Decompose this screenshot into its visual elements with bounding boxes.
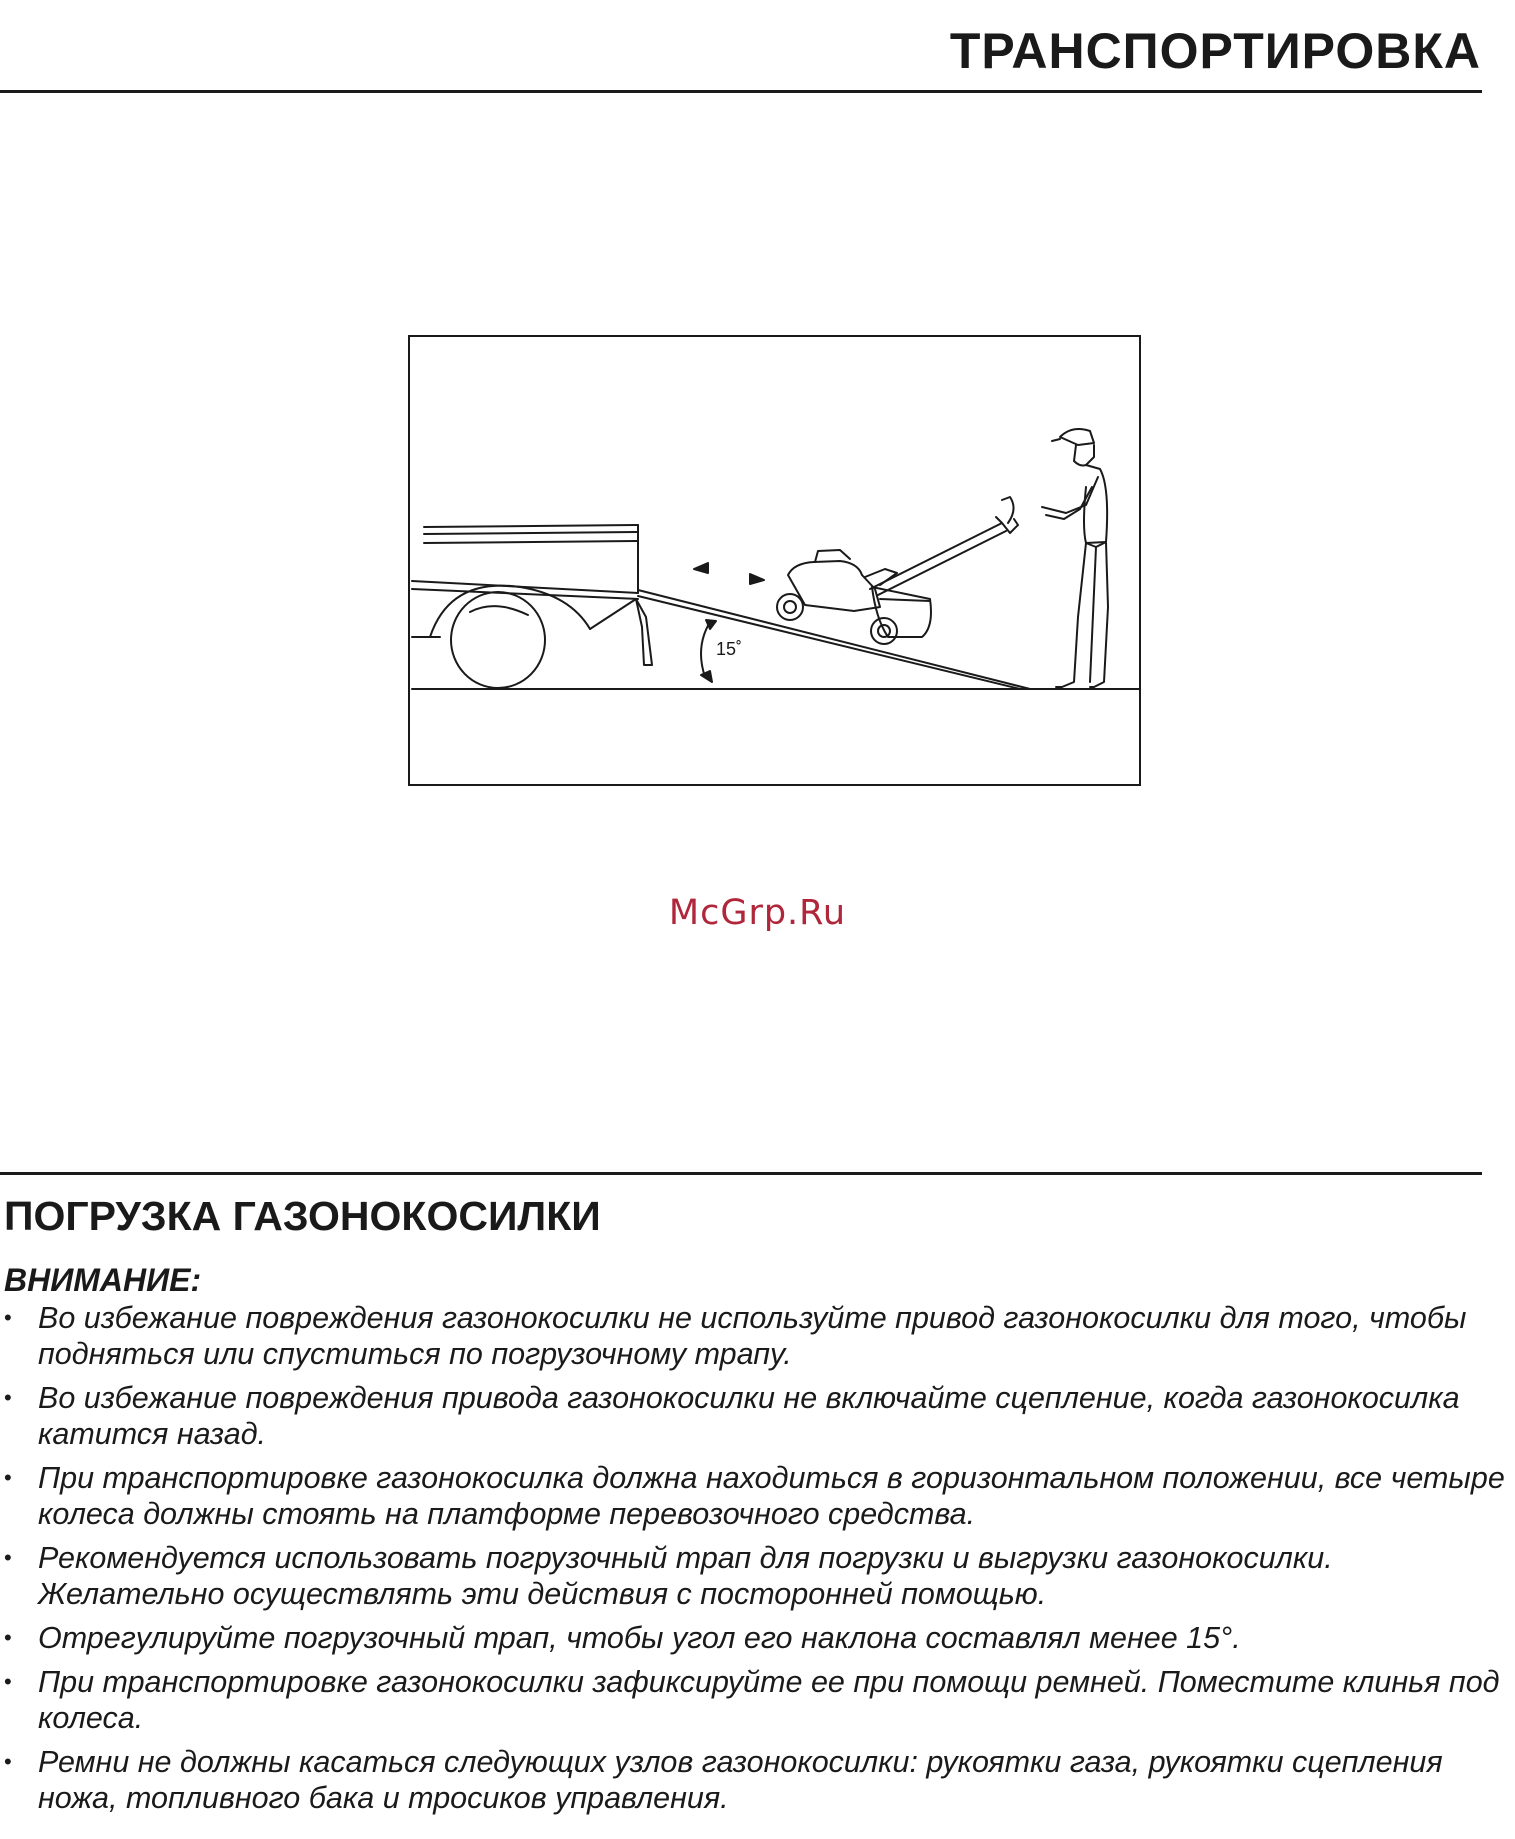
bullet-icon: •	[4, 1385, 12, 1410]
watermark: McGrp.Ru	[668, 893, 847, 933]
list-item	[0, 1380, 1508, 1452]
notice-label: ВНИМАНИЕ:	[4, 1262, 202, 1298]
direction-arrow-2	[750, 574, 764, 584]
list-item-text: При транспортировке газонокосилка должна находиться в горизонтальном положении, все четыре колеса должны стоять на платформе перевозочного средства.	[38, 1461, 1505, 1531]
section-divider	[0, 1172, 1482, 1175]
illustration-svg	[410, 337, 1139, 784]
list-item	[0, 1300, 1508, 1372]
loading-illustration	[408, 335, 1141, 786]
list-item-text: Отрегулируйте погрузочный трап, чтобы угол его наклона составлял менее 15°.	[38, 1621, 1241, 1655]
list-item	[0, 1664, 1508, 1736]
bullet-icon: •	[4, 1669, 12, 1694]
list-item-text: Ремни не должны касаться следующих узлов газонокосилки: рукоятки газа, рукоятки сцепления ножа, топливного бака и тросиков управления.	[38, 1745, 1443, 1815]
trailer-wheel	[451, 592, 545, 688]
list-item-text: При транспортировке газонокосилки зафиксируйте ее при помощи ремней. Поместите клинья под колеса.	[38, 1665, 1500, 1735]
list-item-text: Во избежание повреждения газонокосилки не используйте привод газонокосилки для того, чтобы подняться или спуститься по погрузочному трапу.	[38, 1301, 1467, 1371]
trailer	[412, 525, 652, 665]
list-item-text: Рекомендуется использовать погрузочный трап для погрузки и выгрузки газонокосилки. Желательно осуществлять эти действия с посторонней помощью.	[38, 1541, 1333, 1611]
section-title: ПОГРУЗКА ГАЗОНОКОСИЛКИ	[4, 1193, 601, 1239]
bullet-icon: •	[4, 1545, 12, 1570]
list-item	[0, 1460, 1508, 1532]
bullet-list	[0, 1300, 1515, 1824]
bullet-icon: •	[4, 1305, 12, 1330]
angle-label: 15˚	[716, 639, 743, 659]
list-item	[0, 1540, 1508, 1612]
angle-arc	[701, 622, 710, 677]
list-item	[0, 1620, 1508, 1656]
lawn-mower	[777, 497, 1018, 644]
direction-arrow-1	[694, 563, 708, 573]
bullet-icon: •	[4, 1749, 12, 1774]
ramp	[638, 590, 1030, 689]
list-item	[0, 1744, 1508, 1816]
bullet-icon: •	[4, 1625, 12, 1650]
list-item-text: Во избежание повреждения привода газонокосилки не включайте сцепление, когда газонокосилка катится назад.	[38, 1381, 1460, 1451]
page-title: ТРАНСПОРТИРОВКА	[949, 23, 1481, 79]
bullet-icon: •	[4, 1465, 12, 1490]
person	[1042, 429, 1108, 687]
header-divider	[0, 90, 1482, 93]
